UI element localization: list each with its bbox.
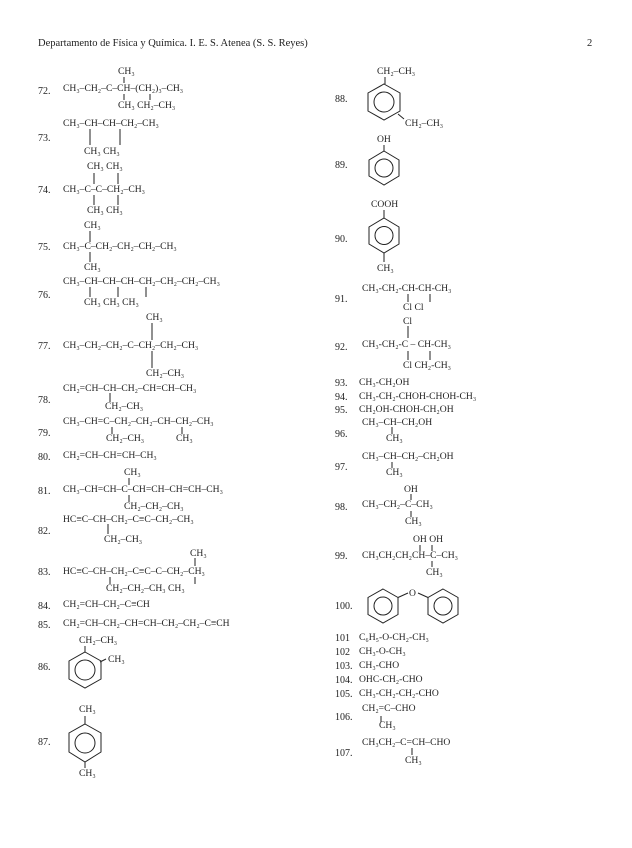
formula-90-bottom: CH₃ (377, 263, 394, 274)
formula-73-main: CH₃–CH–CH–CH₂–CH₃ (63, 118, 159, 129)
formula-76-main: CH₃–CH–CH–CH–CH₂–CH₂–CH₂–CH₃ (63, 276, 220, 287)
formula-93-main: CH₃-CH₂OH (359, 377, 410, 388)
formula-105-main: CH₃-CH₂-CH₂-CHO (359, 688, 439, 699)
item-number-82: 82. (38, 526, 51, 537)
formula-79-bottom-right: CH₃ (176, 433, 193, 444)
item-number-80: 80. (38, 452, 51, 463)
benzene-ring-89 (366, 150, 402, 186)
item-number-103: 103. (335, 661, 353, 672)
formula-82-bottom: CH₂–CH₃ (104, 534, 143, 545)
formula-97-main: CH₃–CH–CH₂–CH₂OH (362, 451, 454, 462)
formula-77-bottom: CH₂–CH₃ (146, 368, 185, 379)
formula-81-bottom: CH₂–CH₂–CH₃ (124, 501, 184, 512)
formula-72-main: CH₃–CH₂–C–CH–(CH₂)₃–CH₃ (63, 83, 184, 94)
item-number-87: 87. (38, 737, 51, 748)
item-number-75: 75. (38, 242, 51, 253)
item-number-104: 104. (335, 675, 353, 686)
item-number-78: 78. (38, 395, 51, 406)
formula-74-main: CH₃–C–C–CH₂–CH₃ (63, 184, 146, 195)
formula-95-main: CH₂OH-CHOH-CH₂OH (359, 404, 454, 415)
formula-78-main: CH₂=CH–CH–CH₂–CH=CH–CH₃ (63, 383, 197, 394)
formula-85-main: CH₂=CH–CH₂–CH=CH–CH₂–CH₂–C≡CH (63, 618, 230, 629)
formula-86-side: CH₃ (108, 654, 125, 665)
item-number-88: 88. (335, 94, 348, 105)
formula-99-bottom: CH₃ (426, 567, 443, 578)
formula-75-top: CH₃ (84, 220, 101, 231)
formula-87-top: CH₃ (79, 704, 96, 715)
formula-98-top: OH (404, 484, 418, 495)
item-number-101: 101 (335, 633, 350, 644)
formula-94-main: CH₃-CH₂-CHOH-CHOH-CH₃ (359, 391, 477, 402)
benzene-ring-86 (66, 650, 106, 690)
item-number-84: 84. (38, 601, 51, 612)
formula-75-bottom: CH₃ (84, 262, 101, 273)
formula-72-bottom: CH₃ CH₂–CH₃ (118, 100, 176, 111)
formula-99-main: CH₃CH₂CH₂CH–C–CH₃ (362, 550, 459, 561)
item-number-93: 93. (335, 378, 348, 389)
item-number-79: 79. (38, 428, 51, 439)
formula-73-bottom: CH₃ CH₃ (84, 146, 120, 157)
formula-83-bottom: CH₂–CH₂–CH₃ CH₃ (106, 583, 185, 594)
formula-96-bottom: CH₃ (386, 433, 403, 444)
formula-80-main: CH₂=CH–CH=CH–CH₃ (63, 450, 157, 461)
formula-88-bottom: CH₂–CH₃ (405, 118, 444, 129)
item-number-85: 85. (38, 620, 51, 631)
item-number-76: 76. (38, 290, 51, 301)
formula-91-main: CH₃-CH₂-CH-CH-CH₃ (362, 283, 452, 294)
page-header-title: Departamento de Física y Química. I. E. S. Atenea (S. S. Reyes) (38, 38, 308, 49)
formula-106-main: CH₂=C–CHO (362, 703, 416, 714)
formula-91-bottom: Cl Cl (403, 302, 424, 313)
formula-99-top: OH OH (413, 534, 444, 545)
item-number-73: 73. (38, 133, 51, 144)
benzene-ring-87 (66, 722, 106, 764)
formula-103-main: CH₃-CHO (359, 660, 400, 671)
item-number-90: 90. (335, 234, 348, 245)
formula-75-main: CH₃–C–CH₂–CH₂–CH₂–CH₃ (63, 241, 177, 252)
formula-78-bottom: CH₂–CH₃ (105, 401, 144, 412)
formula-100-oxygen: O (409, 588, 416, 599)
formula-92-bottom: Cl CH₂-CH₃ (403, 360, 452, 371)
formula-107-bottom: CH₃ (405, 755, 422, 766)
item-number-77: 77. (38, 341, 51, 352)
item-number-72: 72. (38, 86, 51, 97)
page-number: 2 (587, 38, 593, 49)
formula-98-main: CH₃–CH₂–C–CH₃ (362, 499, 433, 510)
item-number-81: 81. (38, 486, 51, 497)
item-number-102: 102 (335, 647, 350, 658)
item-number-96: 96. (335, 429, 348, 440)
item-number-97: 97. (335, 462, 348, 473)
item-number-74: 74. (38, 185, 51, 196)
formula-92-top: Cl (403, 316, 413, 327)
formula-74-bottom: CH₃ CH₃ (87, 205, 123, 216)
formula-97-bottom: CH₃ (386, 467, 403, 478)
formula-74-top: CH₃ CH₃ (87, 161, 123, 172)
formula-104-main: OHC-CH₂-CHO (359, 674, 423, 685)
item-number-100: 100. (335, 601, 353, 612)
item-number-91: 91. (335, 294, 348, 305)
item-number-99: 99. (335, 551, 348, 562)
formula-92-main: CH₃-CH₂-C – CH-CH₃ (362, 339, 451, 350)
item-number-92: 92. (335, 342, 348, 353)
formula-83-top: CH₃ (190, 548, 207, 559)
item-number-106: 106. (335, 712, 353, 723)
formula-98-bottom: CH₃ (405, 516, 422, 527)
formula-77-top: CH₃ (146, 312, 163, 323)
formula-88-top: CH₂–CH₃ (377, 66, 416, 77)
item-number-94: 94. (335, 392, 348, 403)
formula-90-top: COOH (371, 199, 399, 210)
formula-89-top: OH (377, 134, 391, 145)
formula-77-main: CH₃–CH₂–CH₂–C–CH₂–CH₂–CH₃ (63, 340, 199, 351)
item-number-95: 95. (335, 405, 348, 416)
formula-83-main: HC≡C–CH–CH₂–C≡C–C–CH₂–CH₃ (63, 566, 205, 577)
formula-102-main: CH₃-O-CH₃ (359, 646, 406, 657)
formula-81-main: CH₃–CH=CH–C–CH=CH–CH=CH–CH₃ (63, 484, 223, 495)
item-number-98: 98. (335, 502, 348, 513)
formula-72-top: CH₃ (118, 66, 135, 77)
formula-84-main: CH₂=CH–CH₂–C≡CH (63, 599, 150, 610)
formula-101-main: C₆H₅-O-CH₂-CH₃ (359, 632, 429, 643)
item-number-86: 86. (38, 662, 51, 673)
benzene-ring-90 (366, 217, 402, 254)
formula-76-bottom: CH₃ CH₃ CH₃ (84, 297, 139, 308)
formula-79-main: CH₃–CH=C–CH₂–CH₂–CH–CH₂–CH₃ (63, 416, 214, 427)
formula-86-top: CH₂–CH₃ (79, 635, 118, 646)
item-number-107: 107. (335, 748, 353, 759)
formula-106-bottom: CH₃ (379, 720, 396, 731)
formula-96-main: CH₃–CH–CH₂OH (362, 417, 433, 428)
formula-82-main: HC≡C–CH–CH₂–C≡C–CH₂–CH₃ (63, 514, 194, 525)
item-number-83: 83. (38, 567, 51, 578)
item-number-105: 105. (335, 689, 353, 700)
formula-87-bottom: CH₃ (79, 768, 96, 779)
item-number-89: 89. (335, 160, 348, 171)
formula-79-bottom-left: CH₂–CH₃ (106, 433, 145, 444)
formula-107-main: CH₃CH₂–C=CH–CHO (362, 737, 451, 748)
formula-81-top: CH₃ (124, 467, 141, 478)
benzene-ring-88 (364, 82, 404, 122)
